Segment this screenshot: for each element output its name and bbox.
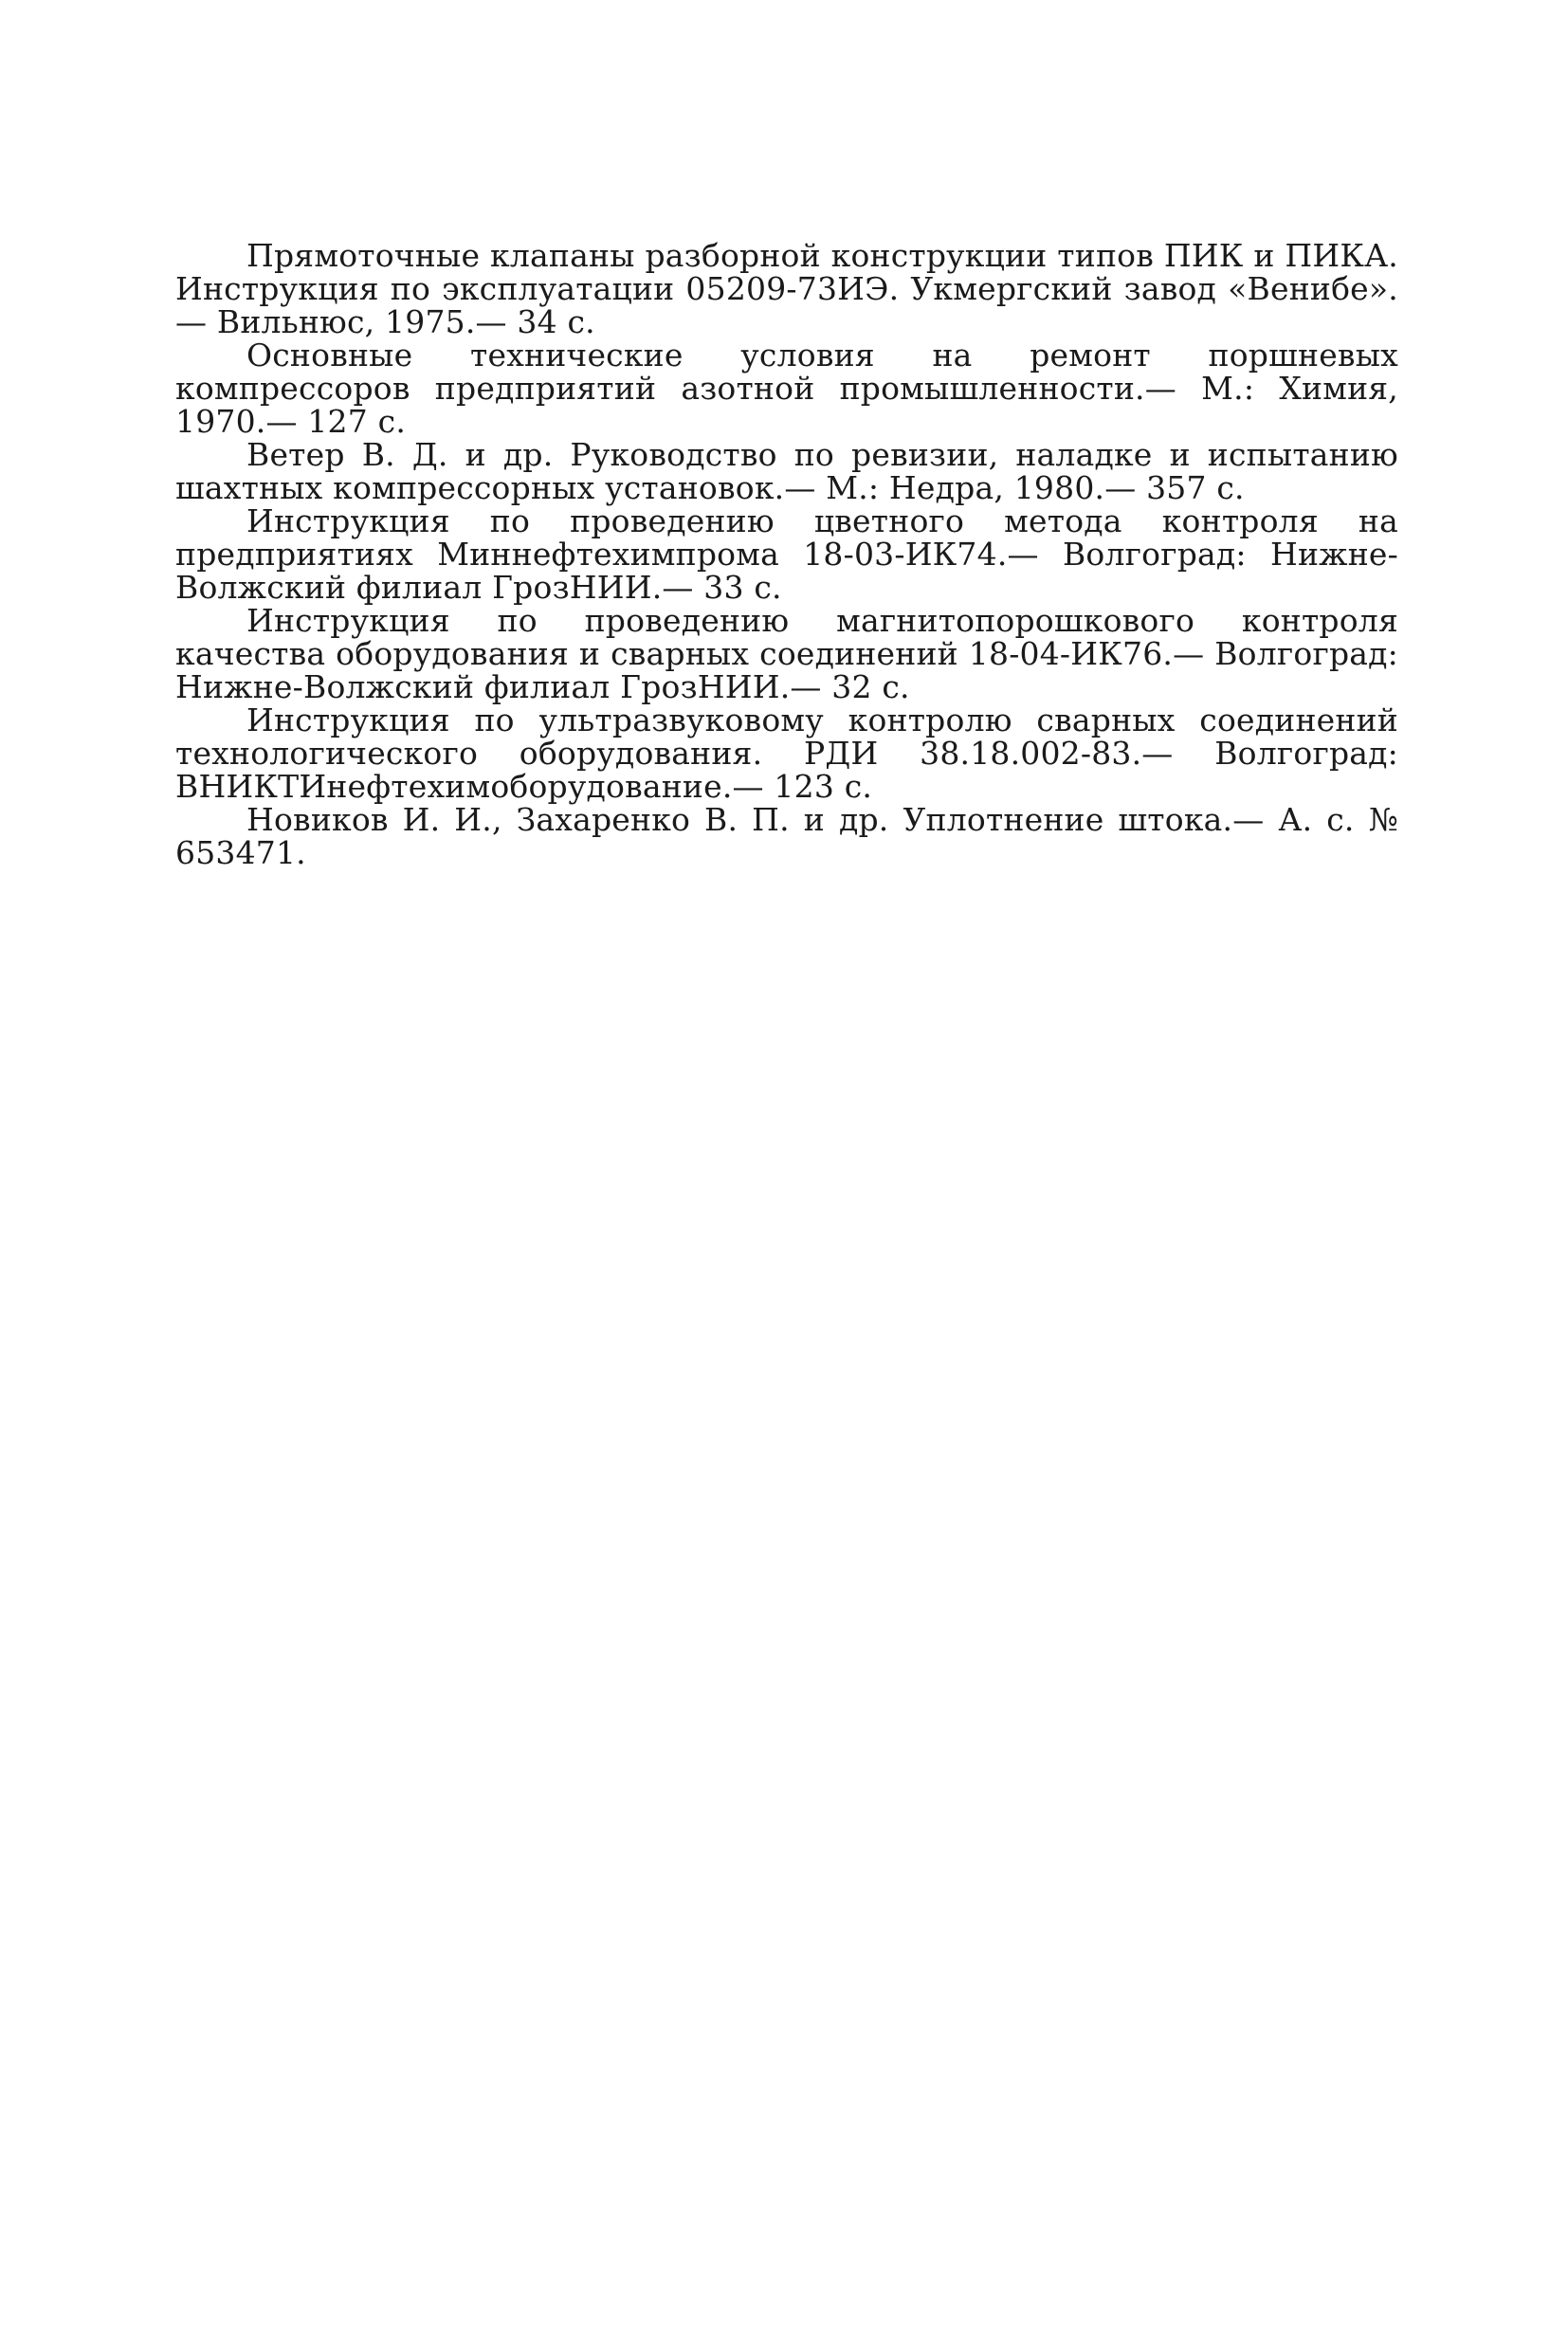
reference-item-5: Инструкция по проведению магнитопорошкового контроля качества оборудования и сварных соединений 18-04-ИК76.— Волгоград: Нижне-Волжский филиал ГрозНИИ.— 32 с. <box>175 602 1398 705</box>
reference-item-1: Прямоточные клапаны разборной конструкции типов ПИК и ПИКА. Инструкция по эксплуатации 05209-73ИЭ. Укмергский завод «Венибе».— Вильнюс, 1975.— 34 с. <box>175 237 1398 340</box>
reference-item-2: Основные технические условия на ремонт поршневых компрессоров предприятий азотной промышленности.— М.: Химия, 1970.— 127 с. <box>175 337 1398 440</box>
reference-item-6: Инструкция по ультразвуковому контролю сварных соединений технологического оборудования. РДИ 38.18.002-83.— Волгоград: ВНИКТИнефтехимоборудование.— 123 с. <box>175 702 1398 805</box>
reference-item-7: Новиков И. И., Захаренко В. П. и др. Уплотнение штока.— А. с. № 653471. <box>175 801 1398 871</box>
reference-item-4: Инструкция по проведению цветного метода контроля на предприятиях Миннефтехимпрома 18-03-ИК74.— Волгоград: Нижне-Волжский филиал ГрозНИИ.— 33 с. <box>175 502 1398 606</box>
reference-list <box>175 239 1398 869</box>
reference-item-3: Ветер В. Д. и др. Руководство по ревизии, наладке и испытанию шахтных компрессорных установок.— М.: Недра, 1980.— 357 с. <box>175 436 1398 506</box>
